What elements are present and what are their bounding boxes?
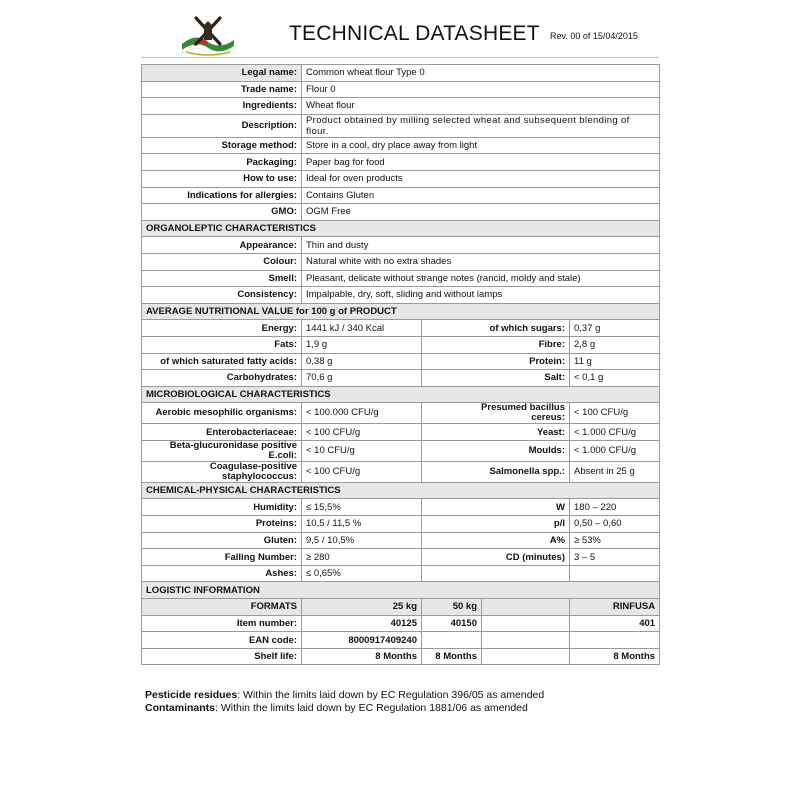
logistic-cell: [482, 632, 570, 649]
row-value: Natural white with no extra shades: [302, 253, 660, 270]
label-line: Presumed bacillus: [481, 402, 565, 414]
label-line: E.coli:: [268, 449, 297, 461]
table-row: [142, 336, 660, 353]
row-label: Energy:: [142, 320, 302, 337]
table-row: [142, 81, 660, 98]
section-header: [142, 582, 660, 599]
row-value: Ideal for oven products: [302, 170, 660, 187]
row-label: Indications for allergies:: [142, 187, 302, 204]
table-row: [142, 287, 660, 304]
row-label: Ingredients:: [142, 98, 302, 115]
section-header: [142, 220, 660, 237]
row-value: 11 g: [570, 353, 660, 370]
row-label: W: [422, 499, 570, 516]
table-row: [142, 648, 660, 665]
label-line: Beta-glucuronidase positive: [169, 440, 297, 451]
table-row: [142, 237, 660, 254]
row-value: < 100 CFU/g: [570, 403, 660, 424]
row-label: FORMATS: [142, 599, 302, 616]
row-value: 9,5 / 10,5%: [302, 532, 422, 549]
row-label: Colour:: [142, 253, 302, 270]
table-row: [142, 370, 660, 387]
row-label: [422, 403, 570, 424]
row-label: p/l: [422, 516, 570, 533]
row-label: Packaging:: [142, 154, 302, 171]
row-value: Contains Gluten: [302, 187, 660, 204]
row-label: of which sugars:: [422, 320, 570, 337]
contaminants-text: : Within the limits laid down by EC Regulation 1881/06 as amended: [215, 701, 528, 714]
logistic-cell: 8000917409240: [302, 632, 422, 649]
section-title: CHEMICAL-PHYSICAL CHARACTERISTICS: [142, 482, 660, 499]
pesticide-label: Pesticide residues: [145, 689, 238, 701]
row-value: Store in a cool, dry place away from light: [302, 137, 660, 154]
row-label: How to use:: [142, 170, 302, 187]
section-header: [142, 386, 660, 403]
logistic-cell: 8 Months: [422, 648, 482, 665]
row-label: Yeast:: [422, 424, 570, 441]
section-title: AVERAGE NUTRITIONAL VALUE for 100 g of PRODUCT: [142, 303, 660, 320]
row-label: Legal name:: [142, 65, 302, 82]
row-label: [422, 565, 570, 582]
contaminants-note: [145, 702, 544, 715]
logistic-cell: [570, 632, 660, 649]
row-value: 2,8 g: [570, 336, 660, 353]
table-row: [142, 154, 660, 171]
row-label: Protein:: [422, 353, 570, 370]
row-label: Gluten:: [142, 532, 302, 549]
logistic-cell: 8 Months: [302, 648, 422, 665]
section-title: MICROBIOLOGICAL CHARACTERISTICS: [142, 386, 660, 403]
row-label: EAN code:: [142, 632, 302, 649]
table-row: [142, 98, 660, 115]
row-label: Ashes:: [142, 565, 302, 582]
row-value: Wheat flour: [302, 98, 660, 115]
table-row: [142, 532, 660, 549]
pesticide-note: [145, 689, 544, 702]
row-label: A%: [422, 532, 570, 549]
logistic-cell: [482, 615, 570, 632]
row-label: Item number:: [142, 615, 302, 632]
format-cell: 50 kg: [422, 599, 482, 616]
row-label: Salt:: [422, 370, 570, 387]
label-line: cereus:: [531, 412, 565, 424]
table-row: [142, 403, 660, 424]
row-value: ≤ 15,5%: [302, 499, 422, 516]
footnotes: [145, 689, 544, 714]
row-value: < 1.000 CFU/g: [570, 424, 660, 441]
row-label: GMO:: [142, 204, 302, 221]
table-row: [142, 270, 660, 287]
row-value: OGM Free: [302, 204, 660, 221]
row-label: Storage method:: [142, 137, 302, 154]
table-row: [142, 187, 660, 204]
table-row: [142, 499, 660, 516]
row-label: CD (minutes): [422, 549, 570, 566]
row-value: 10,5 / 11,5 %: [302, 516, 422, 533]
row-value: 1441 kJ / 340 Kcal: [302, 320, 422, 337]
row-value: Flour 0: [302, 81, 660, 98]
format-cell: 25 kg: [302, 599, 422, 616]
row-value: < 100.000 CFU/g: [302, 403, 422, 424]
table-row: [142, 549, 660, 566]
logistic-cell: 401: [570, 615, 660, 632]
table-row: [142, 253, 660, 270]
table-row: [142, 204, 660, 221]
row-value: 180 – 220: [570, 499, 660, 516]
row-value: Absent in 25 g: [570, 461, 660, 482]
table-row: [142, 565, 660, 582]
row-value: < 0,1 g: [570, 370, 660, 387]
table-row: [142, 516, 660, 533]
row-label: Moulds:: [422, 440, 570, 461]
row-value: < 10 CFU/g: [302, 440, 422, 461]
label-line: Coagulase-positive: [209, 461, 297, 472]
table-row: [142, 353, 660, 370]
row-value: ≥ 53%: [570, 532, 660, 549]
table-row: [142, 114, 660, 137]
table-row: [142, 320, 660, 337]
row-label: Appearance:: [142, 237, 302, 254]
logistic-cell: 40150: [422, 615, 482, 632]
datasheet-table: [141, 64, 660, 665]
row-label: Falling Number:: [142, 549, 302, 566]
row-value: Impalpable, dry, soft, sliding and without lamps: [302, 287, 660, 304]
table-row: [142, 137, 660, 154]
row-label: Fats:: [142, 336, 302, 353]
table-row: [142, 599, 660, 616]
row-value: Paper bag for food: [302, 154, 660, 171]
table-row: [142, 440, 660, 461]
row-value: Common wheat flour Type 0: [302, 65, 660, 82]
row-value: 1,9 g: [302, 336, 422, 353]
contaminants-label: Contaminants: [145, 701, 216, 714]
section-title: LOGISTIC INFORMATION: [142, 582, 660, 599]
row-label: Carbohydrates:: [142, 370, 302, 387]
table-row: [142, 632, 660, 649]
row-label: Proteins:: [142, 516, 302, 533]
row-value: < 100 CFU/g: [302, 424, 422, 441]
row-label: Consistency:: [142, 287, 302, 304]
table-row: [142, 170, 660, 187]
revision-info: Rev. 00 of 15/04/2015: [550, 31, 638, 41]
row-value: Product obtained by milling selected wheat and subsequent blending of flour.: [302, 114, 660, 137]
logistic-cell: [482, 648, 570, 665]
table-row: [142, 65, 660, 82]
row-label: of which saturated fatty acids:: [142, 353, 302, 370]
section-title: ORGANOLEPTIC CHARACTERISTICS: [142, 220, 660, 237]
format-cell: RINFUSA: [570, 599, 660, 616]
row-value: [570, 565, 660, 582]
row-label: Shelf life:: [142, 648, 302, 665]
row-value: < 1.000 CFU/g: [570, 440, 660, 461]
header-divider: [141, 57, 659, 58]
section-header: [142, 303, 660, 320]
row-value: Pleasant, delicate without strange notes (rancid, moldy and stale): [302, 270, 660, 287]
row-label: Fibre:: [422, 336, 570, 353]
row-value: 0,50 – 0,60: [570, 516, 660, 533]
table-row: [142, 424, 660, 441]
row-value: ≤ 0,65%: [302, 565, 422, 582]
label-line: staphylococcus:: [222, 470, 297, 482]
pesticide-text: : Within the limits laid down by EC Regulation 396/05 as amended: [237, 689, 545, 701]
logistic-cell: 40125: [302, 615, 422, 632]
row-value: 70,6 g: [302, 370, 422, 387]
row-value: ≥ 280: [302, 549, 422, 566]
windmill-flag-logo-icon: [176, 12, 240, 58]
row-label: [142, 440, 302, 461]
row-label: Smell:: [142, 270, 302, 287]
row-label: Humidity:: [142, 499, 302, 516]
row-label: Description:: [142, 114, 302, 137]
logistic-cell: [422, 632, 482, 649]
row-value: < 100 CFU/g: [302, 461, 422, 482]
row-label: Enterobacteriaceae:: [142, 424, 302, 441]
logistic-cell: 8 Months: [570, 648, 660, 665]
row-value: 0,38 g: [302, 353, 422, 370]
row-label: [142, 461, 302, 482]
row-label: Salmonella spp.:: [422, 461, 570, 482]
format-cell: [482, 599, 570, 616]
page-title: TECHNICAL DATASHEET: [289, 22, 540, 45]
row-label: Aerobic mesophilic organisms:: [142, 403, 302, 424]
section-header: [142, 482, 660, 499]
row-value: 3 – 5: [570, 549, 660, 566]
row-value: 0,37 g: [570, 320, 660, 337]
row-label: Trade name:: [142, 81, 302, 98]
row-value: Thin and dusty: [302, 237, 660, 254]
table-row: [142, 461, 660, 482]
table-row: [142, 615, 660, 632]
